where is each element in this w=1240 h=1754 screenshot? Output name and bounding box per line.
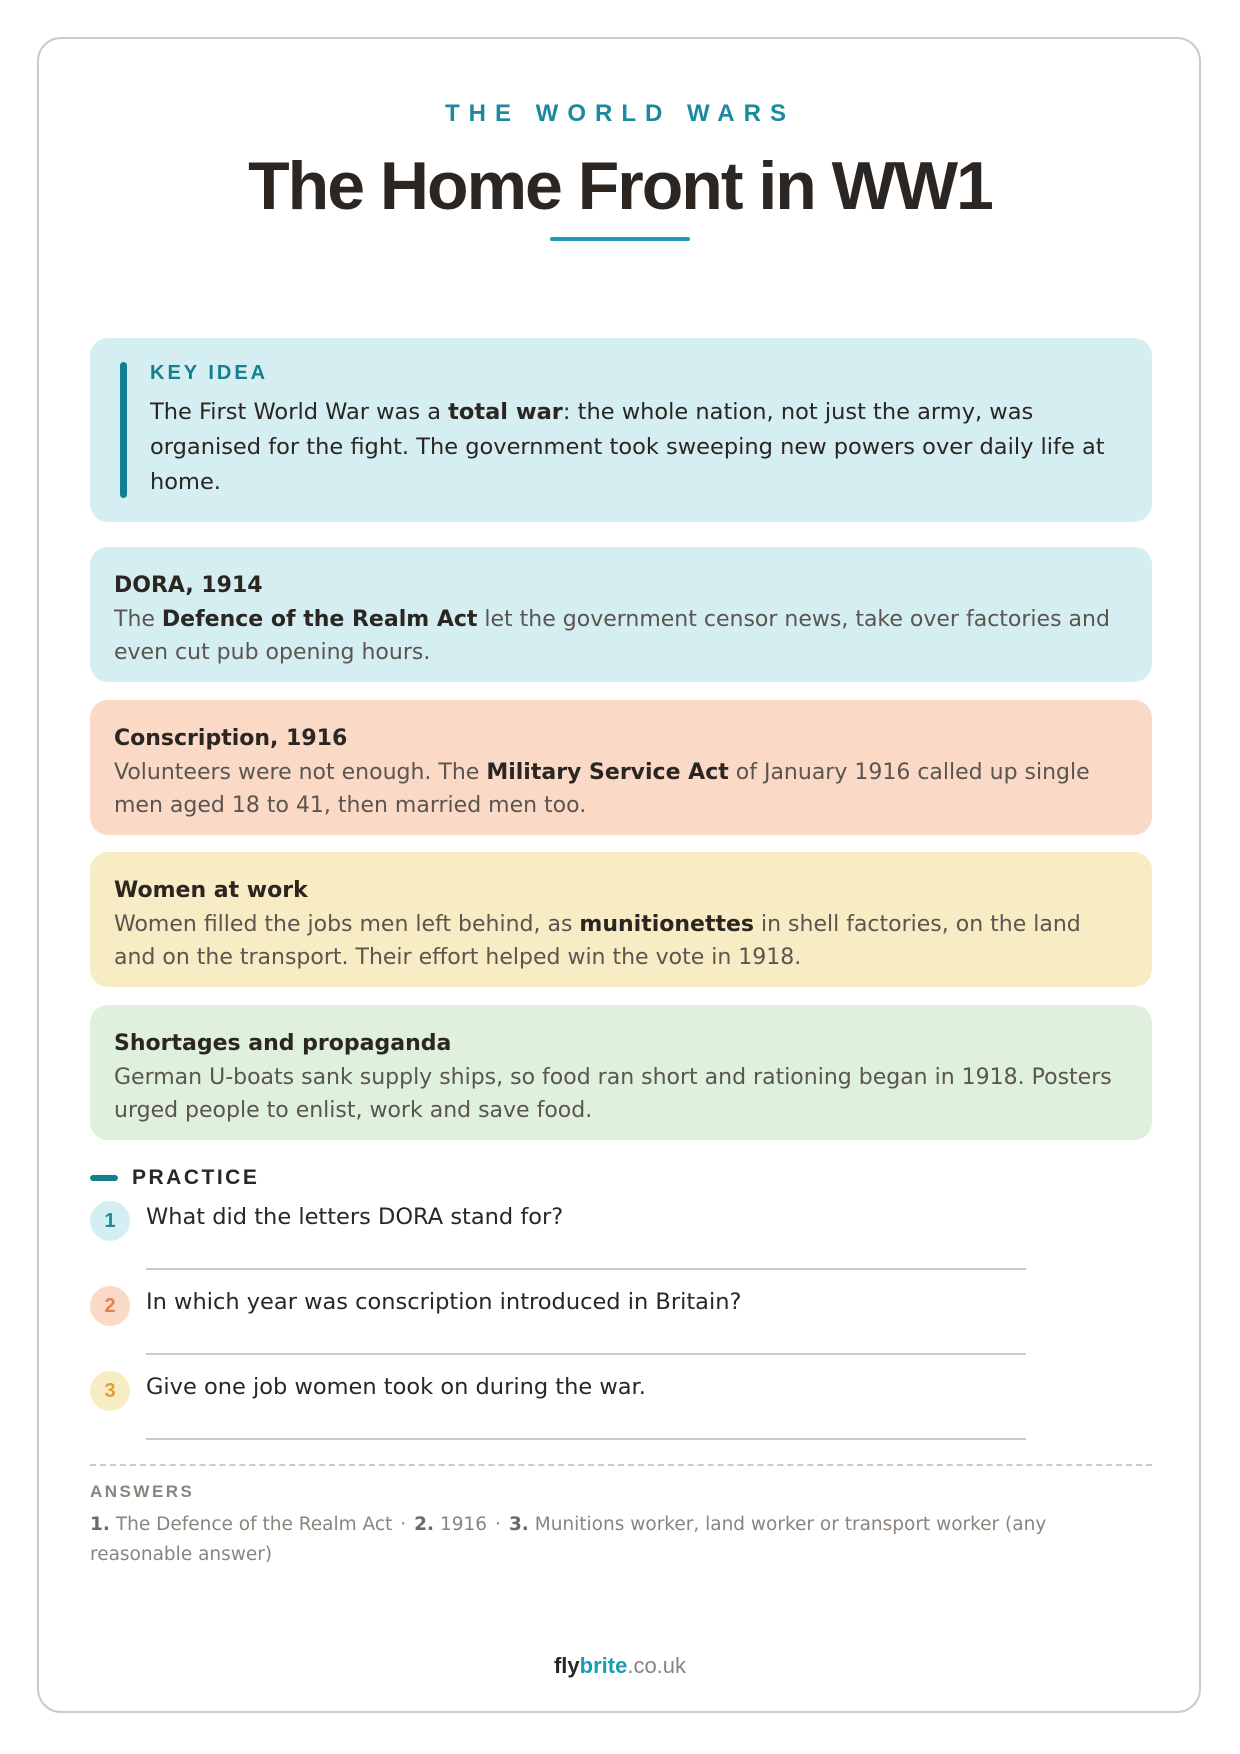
card-text: Women filled the jobs men left behind, as munitionettes in shell factories, on the land and on the transport. Their effort helped win the vote in 1918. bbox=[114, 912, 1081, 970]
question-item bbox=[90, 1198, 1030, 1278]
question-text: In which year was conscription introduced in Britain? bbox=[146, 1289, 742, 1315]
card-text: The Defence of the Realm Act let the government censor news, take over factories and even cut pub opening hours. bbox=[114, 607, 1110, 665]
answer-value: The Defence of the Realm Act bbox=[115, 1514, 393, 1535]
topic-eyebrow: THE WORLD WARS bbox=[445, 100, 795, 127]
card-text: Volunteers were not enough. The Military Service Act of January 1916 called up single men aged 18 to 41, then married men too. bbox=[114, 760, 1090, 818]
question-item bbox=[90, 1283, 1030, 1363]
brand-domain: .co.uk bbox=[627, 1653, 687, 1678]
practice-heading bbox=[90, 1164, 259, 1192]
question-text: Give one job women took on during the war. bbox=[146, 1374, 646, 1400]
question-number-badge: 1 bbox=[90, 1201, 130, 1241]
card-women-at-work bbox=[90, 852, 1152, 987]
answers-label: ANSWERS bbox=[90, 1482, 195, 1501]
key-term: total war bbox=[448, 399, 563, 425]
answer-number: 3. bbox=[508, 1514, 529, 1535]
answer-line[interactable] bbox=[146, 1268, 1026, 1270]
answer-line[interactable] bbox=[146, 1353, 1026, 1355]
brand-logo-part: brite bbox=[579, 1653, 628, 1678]
question-number-badge: 2 bbox=[90, 1286, 130, 1326]
key-idea-accent-bar bbox=[120, 362, 127, 498]
answer-separator: · bbox=[495, 1514, 501, 1535]
page-title: The Home Front in WW1 bbox=[248, 148, 992, 224]
brand-footer[interactable] bbox=[0, 1653, 1240, 1679]
practice-dash-icon bbox=[90, 1175, 118, 1181]
answers-text bbox=[90, 1510, 1070, 1570]
card-dora bbox=[90, 547, 1152, 682]
answer-value: Munitions worker, land worker or transport worker (any reasonable answer) bbox=[90, 1514, 1047, 1565]
card-conscription bbox=[90, 700, 1152, 835]
answer-separator: · bbox=[400, 1514, 407, 1535]
card-title: Shortages and propaganda bbox=[114, 1031, 452, 1056]
question-item bbox=[90, 1368, 1030, 1448]
card-text: German U-boats sank supply ships, so food ran short and rationing began in 1918. Posters urged people to enlist, work and save food. bbox=[114, 1065, 1112, 1123]
answers-divider bbox=[90, 1464, 1152, 1466]
card-shortages-propaganda bbox=[90, 1005, 1152, 1140]
practice-label: PRACTICE bbox=[132, 1166, 260, 1189]
key-idea-box bbox=[90, 338, 1152, 522]
question-number-badge: 3 bbox=[90, 1371, 130, 1411]
question-text: What did the letters DORA stand for? bbox=[146, 1204, 564, 1230]
key-idea-text: The First World War was a total war: the whole nation, not just the army, was organised for the fight. The government took sweeping new powers over daily life at home. bbox=[150, 399, 1105, 495]
answer-number: 1. bbox=[90, 1514, 110, 1535]
title-underline bbox=[550, 237, 690, 241]
answer-value: 1916 bbox=[439, 1514, 488, 1535]
card-title: DORA, 1914 bbox=[114, 573, 263, 598]
answer-line[interactable] bbox=[146, 1438, 1026, 1440]
answer-number: 2. bbox=[414, 1514, 435, 1535]
card-title: Women at work bbox=[114, 878, 308, 903]
brand-logo-part: fly bbox=[553, 1653, 580, 1678]
card-title: Conscription, 1916 bbox=[114, 726, 348, 751]
key-idea-label: KEY IDEA bbox=[150, 362, 269, 384]
